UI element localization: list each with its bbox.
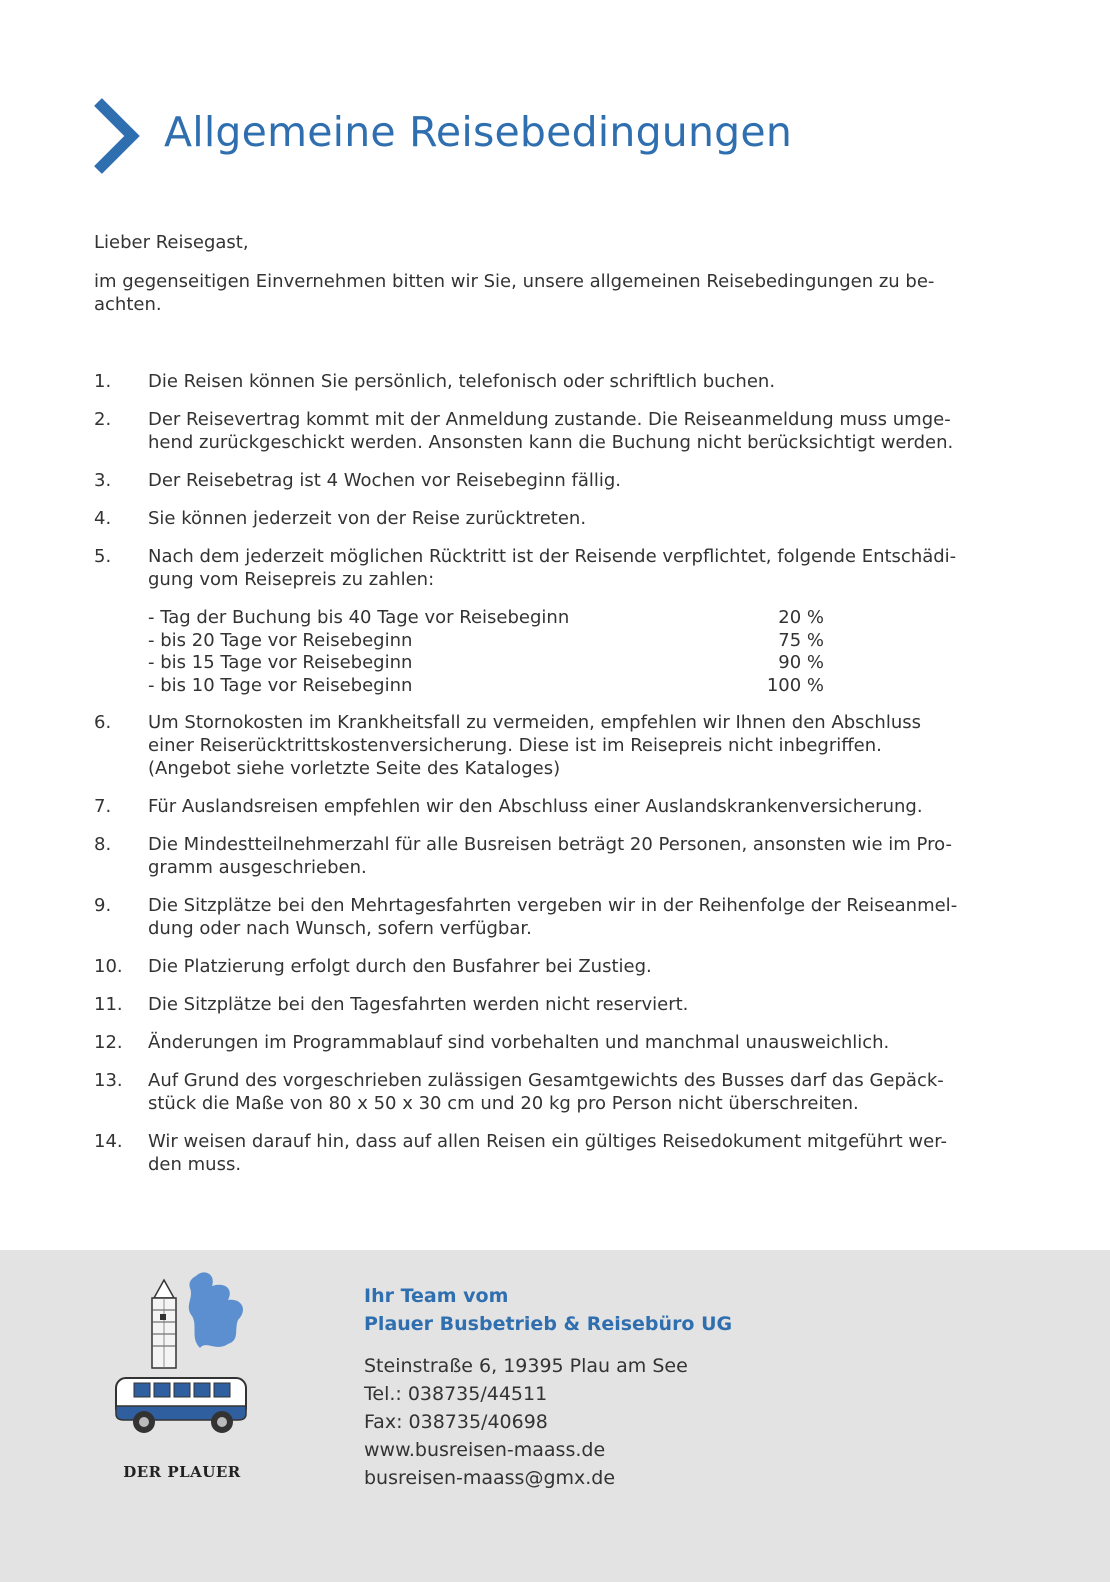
fee-row	[148, 674, 1014, 697]
term-item	[94, 1031, 1014, 1054]
term-item	[94, 545, 1014, 696]
fee-percent: 90 %	[778, 652, 824, 673]
term-item	[94, 894, 1014, 940]
website-link[interactable]: www.busreisen-maass.de	[364, 1439, 606, 1461]
term-number: 9.	[94, 895, 112, 916]
term-item	[94, 711, 1014, 780]
term-text: Die Platzierung erfolgt durch den Busfahrer bei Zustieg.	[148, 956, 652, 977]
term-text: (Angebot siehe vorletzte Seite des Kataloges)	[148, 758, 561, 779]
intro-line: im gegenseitigen Einvernehmen bitten wir Sie, unsere allgemeinen Reisebedingungen zu be-	[94, 271, 935, 292]
term-text: Die Mindestteilnehmerzahl für alle Busreisen beträgt 20 Personen, ansonsten wie im Pro-	[148, 834, 952, 855]
term-text: den muss.	[148, 1154, 242, 1175]
term-number: 5.	[94, 546, 112, 567]
fee-row	[148, 651, 1014, 674]
term-text: einer Reiserücktrittskostenversicherung. Diese ist im Reisepreis nicht inbegriffen.	[148, 735, 882, 756]
fee-period: - bis 20 Tage vor Reisebeginn	[148, 629, 413, 651]
contact-block	[364, 1282, 732, 1492]
intro-line: achten.	[94, 294, 162, 315]
intro-paragraph	[94, 270, 994, 316]
logo-caption: DER PLAUER	[123, 1463, 241, 1481]
der-plauer-logo	[104, 1268, 264, 1438]
team-line: Ihr Team vom	[364, 1285, 509, 1307]
fee-row	[148, 606, 1014, 629]
team-heading	[364, 1282, 732, 1338]
company-name: Plauer Busbetrieb & Reisebüro UG	[364, 1313, 733, 1335]
fee-percent: 100 %	[766, 674, 824, 696]
term-number: 7.	[94, 796, 112, 817]
fee-period: - Tag der Buchung bis 40 Tage vor Reisebeginn	[148, 607, 570, 628]
cancellation-fee-table	[148, 606, 1014, 696]
fee-period: - bis 10 Tage vor Reisebeginn	[148, 674, 413, 696]
term-item	[94, 408, 1014, 454]
term-number: 3.	[94, 470, 112, 491]
term-item	[94, 955, 1014, 978]
term-item	[94, 507, 1014, 530]
fee-percent: 75 %	[778, 629, 824, 651]
term-text: Wir weisen darauf hin, dass auf allen Reisen ein gültiges Reisedokument mitgeführt wer-	[148, 1131, 947, 1152]
fax-number: Fax: 038735/40698	[364, 1411, 548, 1433]
fee-period: - bis 15 Tage vor Reisebeginn	[148, 652, 413, 673]
term-text: Um Stornokosten im Krankheitsfall zu vermeiden, empfehlen wir Ihnen den Abschluss	[148, 712, 921, 733]
term-number: 12.	[94, 1032, 123, 1053]
term-text: Sie können jederzeit von der Reise zurücktreten.	[148, 508, 587, 529]
phone-number: Tel.: 038735/44511	[364, 1383, 548, 1405]
term-number: 1.	[94, 371, 112, 392]
greeting: Lieber Reisegast,	[94, 232, 249, 253]
term-number: 10.	[94, 956, 123, 977]
chevron-right-icon	[92, 96, 142, 176]
term-text: gramm ausgeschrieben.	[148, 857, 367, 878]
term-number: 14.	[94, 1131, 123, 1152]
term-item	[94, 833, 1014, 879]
term-text: Die Sitzplätze bei den Mehrtagesfahrten vergeben wir in der Reihenfolge der Reiseanmel-	[148, 895, 958, 916]
term-text: hend zurückgeschickt werden. Ansonsten kann die Buchung nicht berücksichtigt werden.	[148, 432, 954, 453]
term-text: Die Reisen können Sie persönlich, telefonisch oder schriftlich buchen.	[148, 371, 776, 392]
term-item	[94, 1069, 1014, 1115]
term-item	[94, 469, 1014, 492]
page-title: Allgemeine Reisebedingungen	[164, 108, 793, 156]
term-number: 4.	[94, 508, 112, 529]
email-link[interactable]: busreisen-maass@gmx.de	[364, 1467, 616, 1489]
term-number: 8.	[94, 834, 112, 855]
terms-list	[94, 370, 1014, 1176]
term-text: dung oder nach Wunsch, sofern verfügbar.	[148, 918, 532, 939]
term-item	[94, 993, 1014, 1016]
term-text: Auf Grund des vorgeschrieben zulässigen Gesamtgewichts des Busses darf das Gepäck-	[148, 1070, 944, 1091]
term-number: 13.	[94, 1070, 123, 1091]
term-number: 11.	[94, 994, 123, 1015]
term-text: stück die Maße von 80 x 50 x 30 cm und 20 kg pro Person nicht überschreiten.	[148, 1093, 859, 1114]
term-text: gung vom Reisepreis zu zahlen:	[148, 569, 435, 590]
term-text: Die Sitzplätze bei den Tagesfahrten werden nicht reserviert.	[148, 994, 689, 1015]
footer	[0, 1250, 1110, 1582]
term-item	[94, 1130, 1014, 1176]
term-number: 6.	[94, 712, 112, 733]
term-text: Nach dem jederzeit möglichen Rücktritt ist der Reisende verpflichtet, folgende Entschädi-	[148, 546, 957, 567]
term-number: 2.	[94, 409, 112, 430]
term-text: Änderungen im Programmablauf sind vorbehalten und manchmal unausweichlich.	[148, 1032, 890, 1053]
fee-percent: 20 %	[778, 607, 824, 628]
term-text: Der Reisevertrag kommt mit der Anmeldung zustande. Die Reiseanmeldung muss umge-	[148, 409, 951, 430]
street-address: Steinstraße 6, 19395 Plau am See	[364, 1355, 688, 1377]
contact-details	[364, 1352, 732, 1492]
term-text: Für Auslandsreisen empfehlen wir den Abschluss einer Auslandskrankenversicherung.	[148, 796, 923, 817]
term-text: Der Reisebetrag ist 4 Wochen vor Reisebeginn fällig.	[148, 470, 622, 491]
term-item	[94, 370, 1014, 393]
fee-row	[148, 629, 1014, 652]
term-item	[94, 795, 1014, 818]
terms-content	[94, 231, 1014, 1191]
